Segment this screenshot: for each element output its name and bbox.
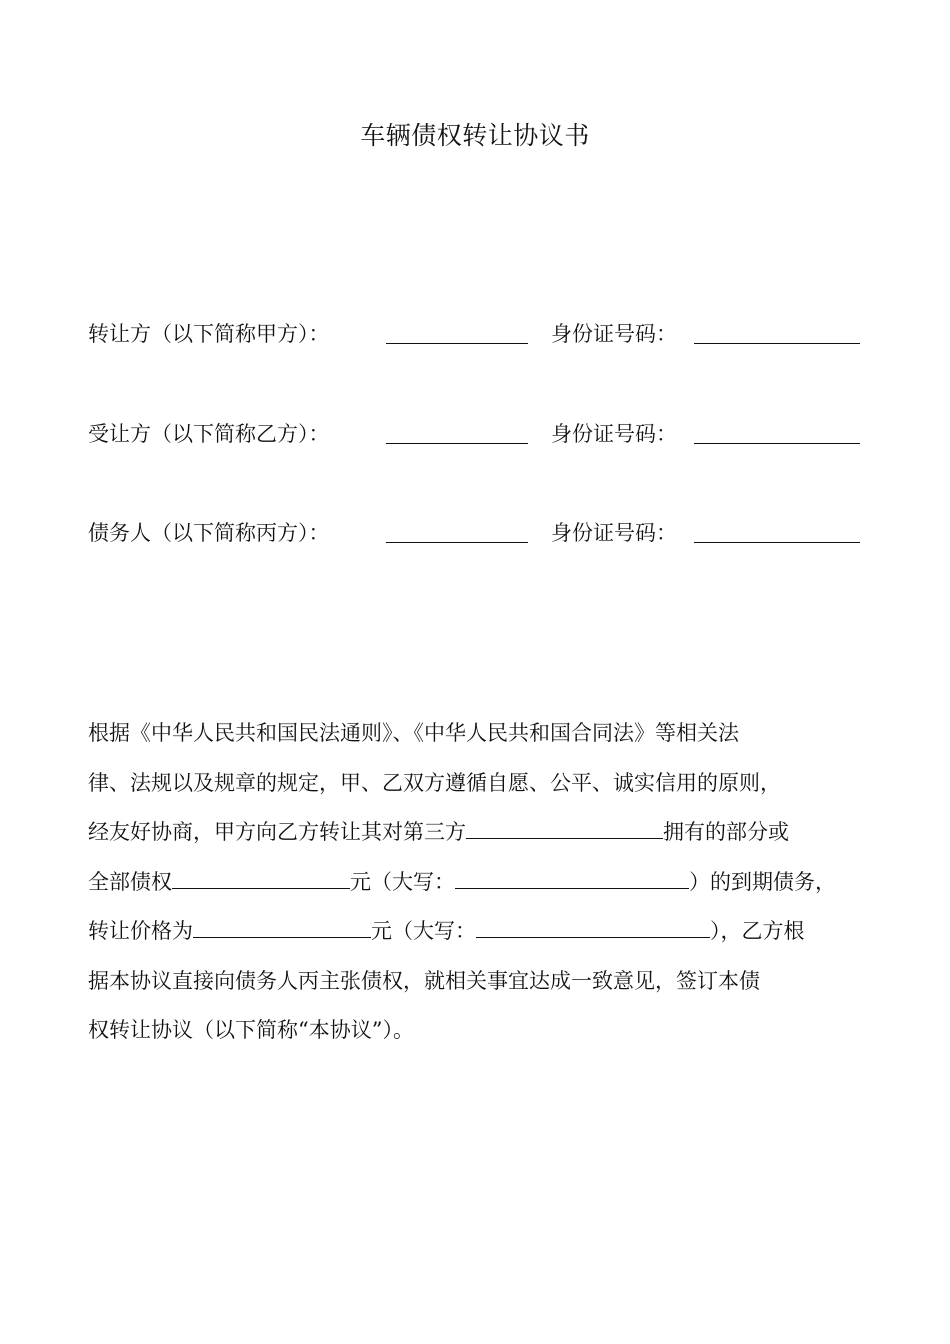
- party-transferor-name-blank[interactable]: [386, 343, 528, 344]
- party-transferor-label: 转让方（以下简称甲方）：: [88, 322, 330, 346]
- preamble-text: ），乙方根: [710, 919, 805, 943]
- preamble-line: [88, 911, 868, 961]
- preamble-line: 根据《中华人民共和国民法通则》、《中华人民共和国合同法》等相关法: [88, 721, 739, 745]
- preamble-text: 经友好协商，甲方向乙方转让其对第三方: [88, 820, 466, 844]
- preamble-text: 转让价格为: [88, 919, 193, 943]
- party-transferor-row: [88, 317, 888, 351]
- preamble-text: 元（大写：: [350, 869, 455, 894]
- transfer-price-capital-blank[interactable]: [476, 911, 710, 938]
- party-transferee-row: [88, 417, 888, 451]
- party-debtor-id-label: 身份证号码：: [551, 521, 677, 545]
- preamble-text: 拥有的部分或: [663, 820, 789, 844]
- preamble-line: 权转让协议（以下简称“本协议”）。: [88, 1018, 414, 1042]
- preamble-line: 据本协议直接向债务人丙主张债权，就相关事宜达成一致意见，签订本债: [88, 968, 760, 993]
- preamble-text: ）的到期债务，: [689, 869, 836, 894]
- party-transferee-label: 受让方（以下简称乙方）：: [88, 422, 330, 446]
- party-debtor-id-blank[interactable]: [694, 542, 860, 543]
- debt-amount-capital-blank[interactable]: [455, 862, 689, 889]
- party-transferee-id-blank[interactable]: [694, 443, 860, 444]
- third-party-blank[interactable]: [466, 812, 663, 839]
- preamble-line: [88, 862, 868, 912]
- preamble-paragraph: [88, 713, 868, 1060]
- preamble-text: 元（大写：: [371, 919, 476, 943]
- party-transferor-id-label: 身份证号码：: [551, 322, 677, 346]
- preamble-line: 律、法规以及规章的规定，甲、乙双方遵循自愿、公平、诚实信用的原则，: [88, 770, 781, 795]
- party-debtor-label: 债务人（以下简称丙方）：: [88, 521, 330, 545]
- party-debtor-name-blank[interactable]: [386, 542, 528, 543]
- party-transferee-name-blank[interactable]: [386, 443, 528, 444]
- party-transferee-id-label: 身份证号码：: [551, 422, 677, 446]
- party-transferor-id-blank[interactable]: [694, 343, 860, 344]
- document-title: 车辆债权转让协议书: [360, 121, 590, 150]
- preamble-text: 全部债权: [88, 869, 172, 894]
- party-debtor-row: [88, 516, 888, 550]
- debt-amount-blank[interactable]: [172, 862, 350, 889]
- transfer-price-blank[interactable]: [193, 911, 371, 938]
- preamble-line: [88, 812, 868, 862]
